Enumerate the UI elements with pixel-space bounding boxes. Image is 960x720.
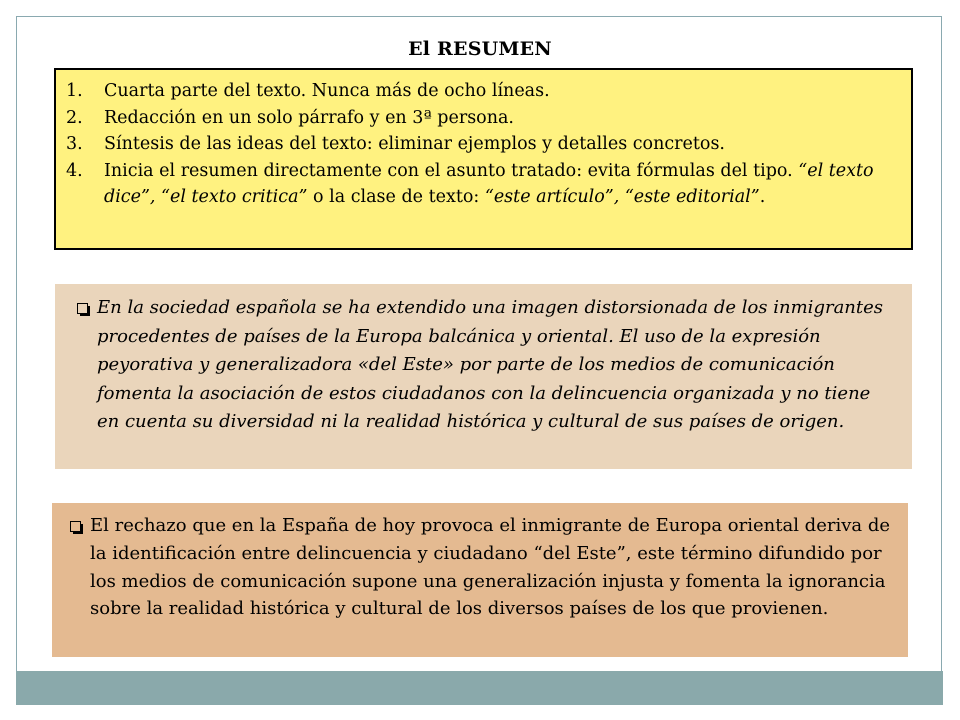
rule-text (104, 158, 899, 211)
rules-box (54, 68, 913, 250)
rules-list (66, 78, 899, 211)
rule-text-part: Inicia el resumen directamente con el asunto tratado: evita fórmulas del tipo. (104, 160, 799, 181)
rule-text: Síntesis de las ideas del texto: eliminar ejemplos y detalles concretos. (104, 134, 725, 154)
rule-number: 2. (66, 107, 83, 128)
slide-title: El RESUMEN (408, 38, 552, 60)
rule-item (66, 105, 899, 132)
original-text-box (55, 284, 912, 469)
rule-text-part: . (759, 187, 766, 207)
rule-number: 3. (66, 134, 83, 154)
summary-text: El rechazo que en la España de hoy provoca el inmigrante de Europa oriental deriva de la identificación entre delincuencia y ciudadano “del Este”, este término difundido por los medios de comunicación supone una generalización injusta y fomenta la ignorancia sobre la realidad histórica y cultural de los diversos países de los que provienen. (90, 515, 891, 620)
rule-number: 4. (66, 160, 83, 181)
rule-example-types: “este artículo”, “este editorial” (484, 187, 760, 207)
rule-text-part: o la clase de texto: (307, 187, 485, 207)
original-text: En la sociedad española se ha extendido una imagen distorsionada de los inmigrantes procedentes de países de la Europa balcánica y oriental. El uso de la expresión peyorativa y generalizadora «del Este» por parte de los medios de comunicación fomenta la asociación de estos ciudadanos con la delincuencia organizada y no tiene en cuenta su diversidad ni la realidad histórica y cultural de sus países de origen. (97, 297, 884, 432)
rule-example-quotes: “el texto dice”, “el texto critica” (104, 160, 874, 207)
summary-box (52, 503, 908, 657)
summary-paragraph (70, 512, 894, 623)
rule-item (66, 158, 899, 211)
footer-bar (16, 671, 943, 705)
original-paragraph (77, 294, 898, 437)
rule-number: 1. (66, 81, 83, 101)
rule-text: Cuarta parte del texto. Nunca más de ocho líneas. (104, 81, 550, 101)
rule-text: Redacción en un solo párrafo y en 3ª persona. (104, 107, 514, 128)
rule-item (66, 78, 899, 105)
checkbox-bullet-icon (77, 294, 97, 322)
rule-item (66, 131, 899, 158)
checkbox-bullet-icon (70, 512, 90, 540)
